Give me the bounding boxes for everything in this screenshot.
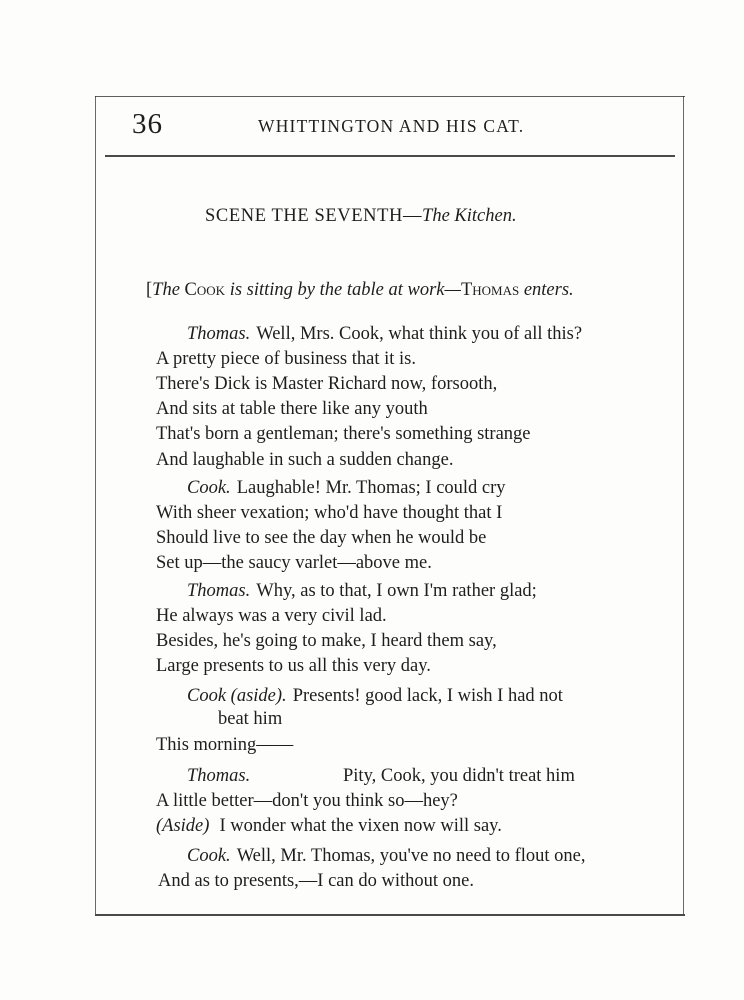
stage-part-2: is sitting by the table at work— bbox=[229, 280, 461, 300]
stage-direction bbox=[146, 280, 574, 301]
verse-line bbox=[156, 450, 453, 471]
verse-line bbox=[187, 846, 586, 867]
scene-heading-text: SCENE THE SEVENTH bbox=[205, 206, 403, 226]
speaker-label: Thomas. bbox=[187, 581, 251, 601]
speaker-label: Cook. bbox=[187, 478, 231, 498]
verse-line bbox=[156, 816, 502, 837]
page-border-top bbox=[95, 96, 685, 97]
line-text: I wonder what the vixen now will say. bbox=[219, 816, 502, 836]
verse-line bbox=[156, 399, 428, 420]
running-title: WHITTINGTON AND HIS CAT. bbox=[258, 116, 525, 136]
line-text: He always was a very civil lad. bbox=[156, 606, 387, 626]
line-text: This morning—— bbox=[156, 735, 294, 755]
speaker-label: Cook (aside). bbox=[187, 686, 287, 706]
line-text: Large presents to us all this very day. bbox=[156, 656, 431, 676]
verse-line bbox=[156, 656, 431, 677]
line-text: Presents! good lack, I wish I had not bbox=[292, 686, 563, 706]
verse-line bbox=[156, 349, 416, 370]
line-text: With sheer vexation; who'd have thought that I bbox=[156, 503, 503, 523]
page-border-bottom bbox=[95, 914, 685, 916]
verse-line bbox=[187, 324, 582, 345]
verse-line bbox=[156, 528, 486, 549]
aside-label: (Aside) bbox=[156, 816, 210, 836]
line-text: And as to presents,—I can do without one. bbox=[158, 871, 474, 891]
line-text: And sits at table there like any youth bbox=[156, 399, 428, 419]
stage-thomas: Thomas bbox=[460, 280, 520, 300]
speaker-label: Cook. bbox=[187, 846, 231, 866]
verse-line bbox=[156, 374, 497, 395]
verse-line bbox=[187, 581, 537, 602]
page-border-right bbox=[683, 96, 684, 914]
line-text: Why, as to that, I own I'm rather glad; bbox=[256, 581, 537, 601]
line-text: That's born a gentleman; there's something strange bbox=[156, 424, 531, 444]
line-text: And laughable in such a sudden change. bbox=[156, 450, 454, 470]
stage-bracket: [ bbox=[146, 280, 153, 300]
scene-dash: — bbox=[402, 206, 423, 226]
line-text: Besides, he's going to make, I heard them say, bbox=[156, 631, 497, 651]
verse-line bbox=[156, 424, 531, 445]
line-text: There's Dick is Master Richard now, forsooth, bbox=[156, 374, 498, 394]
stage-part-3: enters. bbox=[523, 280, 574, 300]
scene-heading bbox=[205, 206, 517, 227]
page-border-left bbox=[95, 96, 96, 914]
verse-line bbox=[187, 478, 506, 499]
verse-line bbox=[158, 871, 474, 892]
verse-line bbox=[187, 766, 575, 787]
verse-line bbox=[156, 606, 387, 627]
verse-line bbox=[187, 686, 563, 707]
verse-line bbox=[156, 503, 502, 524]
line-text: A pretty piece of business that it is. bbox=[156, 349, 416, 369]
header-rule bbox=[105, 155, 675, 157]
speaker-label: Thomas. bbox=[187, 766, 251, 786]
page-number: 36 bbox=[132, 108, 163, 140]
stage-part-1: The bbox=[152, 280, 180, 300]
speaker-label: Thomas. bbox=[187, 324, 251, 344]
line-text: Laughable! Mr. Thomas; I could cry bbox=[236, 478, 506, 498]
verse-line bbox=[156, 553, 432, 574]
line-text: Well, Mr. Thomas, you've no need to flout one, bbox=[236, 846, 586, 866]
line-text: A little better—don't you think so—hey? bbox=[156, 791, 458, 811]
line-text: beat him bbox=[218, 709, 283, 729]
stage-cook: Cook bbox=[184, 280, 226, 300]
line-text: Pity, Cook, you didn't treat him bbox=[343, 766, 575, 786]
scene-location: The Kitchen. bbox=[422, 206, 517, 226]
verse-line bbox=[156, 791, 458, 812]
verse-line bbox=[156, 735, 293, 756]
verse-line bbox=[218, 709, 282, 730]
line-text: Set up—the saucy varlet—above me. bbox=[156, 553, 432, 573]
line-text: Should live to see the day when he would be bbox=[156, 528, 487, 548]
verse-line bbox=[156, 631, 497, 652]
line-text: Well, Mrs. Cook, what think you of all this? bbox=[256, 324, 583, 344]
